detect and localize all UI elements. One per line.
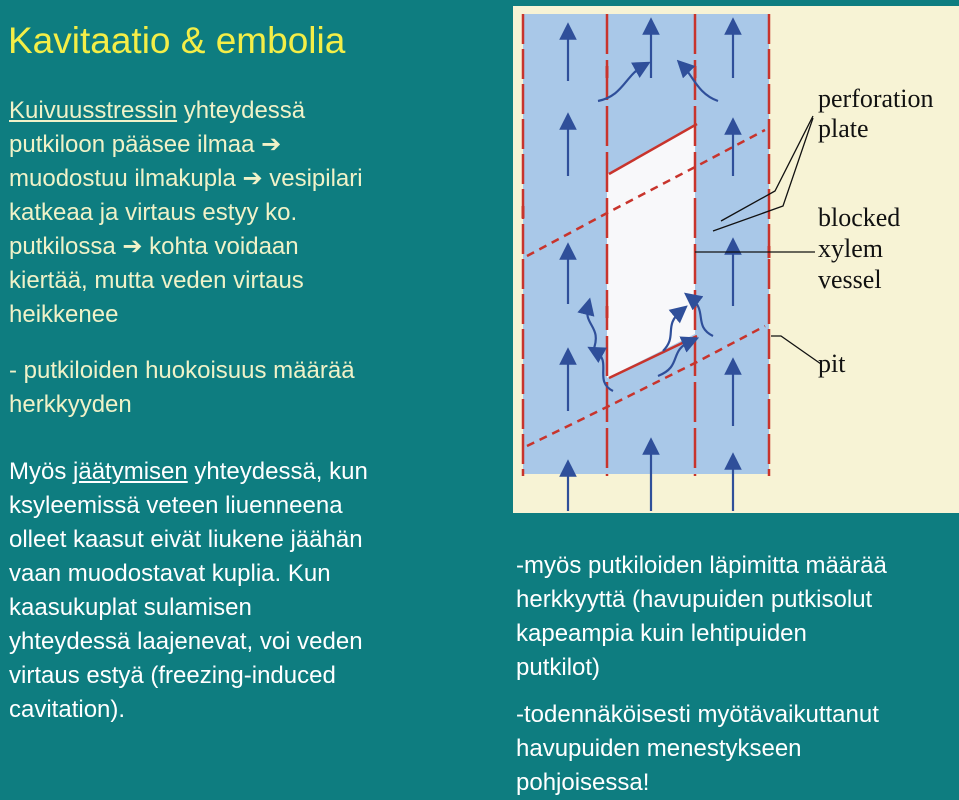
text-line: heikkenee [9, 301, 119, 328]
text-fragment: yhteydessä [177, 97, 306, 124]
text-line: kaasukuplat sulamisen [9, 594, 252, 621]
text-line: muodostuu ilmakupla ➔ vesipilari [9, 165, 363, 192]
label-xylem: xylem [818, 234, 883, 263]
text-line: -myös putkiloiden läpimitta määrää [516, 552, 887, 579]
xylem-cavitation-figure [513, 6, 959, 513]
text-line: ksyleemissä veteen liuenneena [9, 492, 343, 519]
text-line [9, 455, 368, 489]
text-line: cavitation). [9, 696, 126, 723]
slide-title: Kavitaatio & embolia [8, 20, 346, 61]
text-fragment: yhteydessä, kun [187, 458, 368, 485]
text-line: kapeampia kuin lehtipuiden [516, 620, 807, 647]
label-vessel: vessel [818, 265, 882, 294]
label-blocked: blocked [818, 203, 901, 232]
text-line: vaan muodostavat kuplia. Kun [9, 560, 331, 587]
freezing-link[interactable]: jäätymisen [73, 458, 188, 485]
text-line: -todennäköisesti myötävaikuttanut [516, 701, 879, 728]
drought-text-block [9, 94, 363, 332]
porosity-text-block [9, 354, 355, 422]
conifer-success-text-block [516, 698, 879, 800]
text-line: putkilot) [516, 654, 601, 681]
label-pit: pit [818, 349, 846, 378]
text-line: kiertää, mutta veden virtaus [9, 267, 304, 294]
label-perforation: perforation [818, 84, 934, 113]
text-line: herkkyyden [9, 391, 132, 418]
text-line: - putkiloiden huokoisuus määrää [9, 357, 355, 384]
text-line: pohjoisessa! [516, 769, 650, 796]
text-line: herkkyyttä (havupuiden putkisolut [516, 586, 873, 613]
text-line: olleet kaasut eivät liukene jäähän [9, 526, 363, 553]
xylem-diagram [513, 6, 959, 513]
freezing-text-block [9, 455, 368, 727]
text-line: putkiloon pääsee ilmaa ➔ [9, 131, 282, 158]
text-line: virtaus estyä (freezing-induced [9, 662, 336, 689]
drought-link[interactable]: Kuivuusstressin [9, 97, 178, 124]
text-line [9, 94, 363, 128]
text-fragment: Myös [9, 458, 74, 485]
text-line: havupuiden menestykseen [516, 735, 802, 762]
text-line: katkeaa ja virtaus estyy ko. [9, 199, 298, 226]
text-line: putkilossa ➔ kohta voidaan [9, 233, 299, 260]
text-line: yhteydessä laajenevat, voi veden [9, 628, 363, 655]
label-plate: plate [818, 114, 869, 143]
diameter-text-block [516, 549, 887, 685]
